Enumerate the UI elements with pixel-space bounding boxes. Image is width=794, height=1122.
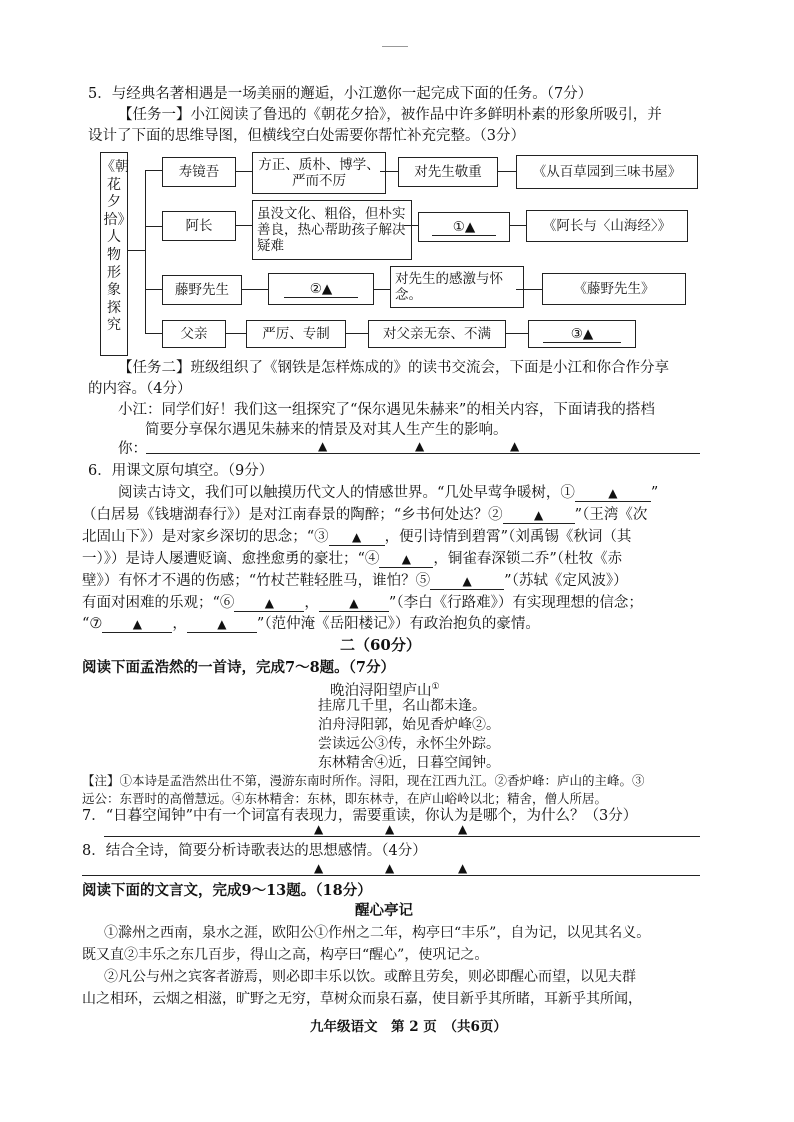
map-source-3: 《藤野先生》	[542, 273, 686, 305]
answer-marker: ▲	[458, 822, 468, 836]
q6-text: ，便引诗情到碧霄”（刘禹锡《秋词（其	[384, 529, 632, 545]
prose-intro: 阅读下面的文言文，完成9～13题。（18分）	[82, 882, 372, 899]
q6-text: 北固山下》）是对家乡深切的思念；“③	[82, 529, 329, 545]
page-footer: 九年级语文 第 2 页 （共6页）	[310, 1019, 507, 1035]
prose-p1-b: 既又直②丰乐之东几百步，得山之高，构亭曰“醒心”，使巩记之。	[82, 947, 489, 963]
blank-2[interactable]: ②▲	[284, 281, 358, 298]
mind-map-title: 《朝花夕拾》人物形象探究	[100, 152, 128, 356]
connector	[145, 289, 162, 290]
q6-text: 壁》）有怀才不遇的伤感；“竹杖芒鞋轻胜马，谁怕？⑤	[82, 573, 431, 589]
map-bracket	[145, 170, 146, 333]
top-divider	[382, 46, 408, 47]
q6-text: ”（李白《行路难》）有实现理想的信念；	[388, 595, 643, 611]
blank-q6-5[interactable]	[430, 573, 504, 590]
q5-answer-line[interactable]	[146, 453, 700, 454]
blank-q6-7a[interactable]	[102, 616, 172, 633]
prose-p2-b: 山之相环，云烟之相滋，旷野之无穷，草树众而泉石嘉，使目新乎其所睹，耳新乎其所闻，	[82, 991, 642, 1007]
answer-marker: ▲	[314, 861, 324, 875]
task1-line-b: 设计了下面的思维导图，但横线空白处需要你帮忙补充完整。（3分）	[88, 128, 525, 144]
map-name-2: 阿长	[162, 211, 236, 241]
q6-line-1	[118, 482, 658, 504]
blank-q6-2[interactable]	[503, 507, 575, 524]
q6-line-4	[82, 548, 622, 570]
q8-answer-line[interactable]	[82, 875, 700, 876]
answer-marker: ▲	[385, 822, 395, 836]
prose-p2-a: ②凡公与州之宾客者游焉，则必即丰乐以饮。或醉且劳矣，则必即醒心而望，以见夫群	[104, 969, 636, 985]
answer-marker: ▲	[401, 552, 412, 566]
answer-marker: ▲	[385, 861, 395, 875]
blank-q6-6a[interactable]	[234, 595, 304, 612]
connector	[404, 225, 418, 226]
map-relation-3: 对先生的感激与怀念。	[390, 266, 524, 308]
q6-line-5	[82, 570, 628, 592]
q6-text: ，	[172, 616, 187, 632]
answer-marker: ▲	[318, 439, 328, 453]
map-trait-4: 严厉、专制	[246, 320, 346, 348]
answer-marker: ▲	[349, 596, 359, 610]
section-heading: 二（60分）	[340, 636, 421, 654]
poem-line-2: 泊舟浔阳郭，始见香炉峰②。	[318, 717, 500, 733]
map-trait-2: 虽没文化、粗俗，但朴实善良，热心帮助孩子解决疑难	[252, 200, 412, 260]
map-relation-4: 对父亲无奈、不满	[368, 320, 506, 348]
map-relation-1: 对先生敬重	[398, 157, 498, 187]
answer-marker: ▲	[314, 822, 324, 836]
blank-q6-1[interactable]	[575, 485, 651, 502]
q5-stem: 5．与经典名著相遇是一场美丽的邂逅，小江邀你一起完成下面的任务。（7分）	[88, 86, 593, 102]
answer-marker: ▲	[264, 596, 275, 610]
blank-1[interactable]: ①▲	[432, 219, 496, 236]
poem-line-1: 挂席几千里，名山都未逢。	[318, 698, 486, 714]
q6-text: “⑦	[82, 616, 103, 632]
task1-line-a: 【任务一】小江阅读了鲁迅的《朝花夕拾》，被作品中许多鲜明朴素的形象所吸引，并	[118, 107, 662, 123]
answer-marker: ▲	[132, 617, 143, 631]
blank-q6-3[interactable]	[329, 529, 385, 546]
q6-text: 阅读古诗文，我们可以触摸历代文人的情感世界。“几处早莺争暖树，①	[118, 485, 575, 501]
answer-marker: ▲	[458, 861, 468, 875]
q6-text: ，铜雀春深锁二乔”（杜牧《赤	[433, 551, 623, 567]
map-relation-2-blank	[418, 212, 510, 242]
q6-line-7	[82, 613, 540, 635]
answer-marker: ▲	[510, 439, 520, 453]
answer-marker: ▲	[217, 617, 227, 631]
blank-q6-4[interactable]	[379, 551, 433, 568]
blank-q6-7b[interactable]	[187, 616, 257, 633]
xiaojiang-line-b: 简要分享保尔遇见朱赫来的情景及对其人生产生的影响。	[145, 422, 508, 438]
connector	[516, 289, 542, 290]
connector	[128, 250, 145, 251]
connector	[510, 225, 526, 226]
prose-title: 醒心亭记	[355, 902, 413, 919]
q6-text: ”（苏轼《定风波》）	[504, 573, 628, 589]
connector	[380, 171, 398, 172]
connector	[498, 171, 516, 172]
q6-text: ，	[304, 595, 319, 611]
connector	[236, 225, 252, 226]
blank-3[interactable]: ③▲	[543, 326, 621, 343]
map-trait-1: 方正、质朴、博学、严而不厉	[252, 152, 386, 194]
q7-stem: 7．“日暮空闻钟”中有一个词富有表现力，需要重读，你认为是哪个，为什么？（3分）	[82, 808, 638, 824]
q7-answer-line[interactable]	[104, 836, 700, 837]
map-name-3: 藤野先生	[162, 275, 242, 305]
task2-line-b: 的内容。（4分）	[88, 381, 192, 397]
map-trait-3-blank	[268, 273, 374, 305]
q6-text: ”	[650, 485, 659, 501]
q8-stem: 8．结合全诗，简要分析诗歌表达的思想感情。（4分）	[82, 843, 427, 859]
q6-line-2	[82, 504, 647, 526]
q6-text: ”（范仲淹《岳阳楼记》）有政治抱负的豪情。	[256, 616, 540, 632]
q6-line-6	[82, 592, 643, 614]
connector	[145, 226, 162, 227]
poem-note-1: 【注】①本诗是孟浩然出仕不第，漫游东南时所作。浔阳，现在江西九江。②香炉峰：庐山的主峰。③	[82, 773, 645, 788]
poem-title-note: ①	[431, 682, 440, 692]
connector	[242, 289, 268, 290]
map-source-1: 《从百草园到三味书屋》	[516, 155, 698, 189]
q6-text: 一）》）是诗人屡遭贬谪、愈挫愈勇的豪壮；“④	[82, 551, 380, 567]
connector	[346, 333, 368, 334]
blank-q6-6b[interactable]	[319, 595, 389, 612]
answer-marker: ▲	[462, 574, 472, 588]
q6-text: （白居易《钱塘湖春行》）是对江南春景的陶醉；“乡书何处达？②	[82, 507, 503, 523]
connector	[145, 170, 162, 171]
poem-title-text: 晚泊浔阳望庐山	[330, 682, 432, 699]
poem-intro: 阅读下面孟浩然的一首诗，完成7～8题。（7分）	[82, 659, 396, 676]
task2-line-a: 【任务二】班级组织了《钢铁是怎样炼成的》的读书交流会，下面是小江和你合作分享	[118, 360, 669, 376]
q6-text: ”（王湾《次	[574, 507, 648, 523]
answer-marker: ▲	[415, 439, 425, 453]
connector	[374, 289, 390, 290]
q6-text: 有面对困难的乐观；“⑥	[82, 595, 235, 611]
q6-line-3	[82, 526, 631, 548]
connector	[236, 171, 252, 172]
poem-note-2: 远公：东晋时的高僧慧远。④东林精舍：东林，即东林寺，在庐山峪岭以北；精舍，僧人所居。	[82, 791, 608, 806]
connector	[506, 333, 528, 334]
prose-p1-a: ①滁州之西南，泉水之涯，欧阳公①作州之二年，构亭曰“丰乐”，自为记，以见其名义。	[104, 925, 651, 941]
q6-stem: 6．用课文原句填空。（9分）	[88, 463, 274, 479]
map-source-4-blank	[528, 320, 636, 348]
connector	[226, 333, 246, 334]
connector	[145, 333, 162, 334]
you-label: 你：	[118, 441, 147, 457]
poem-line-4: 东林精舍④近，日暮空闻钟。	[318, 755, 500, 771]
answer-marker: ▲	[352, 530, 362, 544]
map-name-4: 父亲	[162, 320, 226, 348]
answer-marker: ▲	[608, 486, 618, 500]
xiaojiang-line-a: 小江：同学们好！我们这一组探究了“保尔遇见朱赫来”的相关内容，下面请我的搭档	[118, 402, 655, 418]
poem-line-3: 尝读远公③传，永怀尘外踪。	[318, 736, 500, 752]
map-name-1: 寿镜吾	[162, 157, 236, 187]
answer-marker: ▲	[534, 508, 544, 522]
map-source-2: 《阿长与〈山海经〉》	[526, 210, 688, 242]
